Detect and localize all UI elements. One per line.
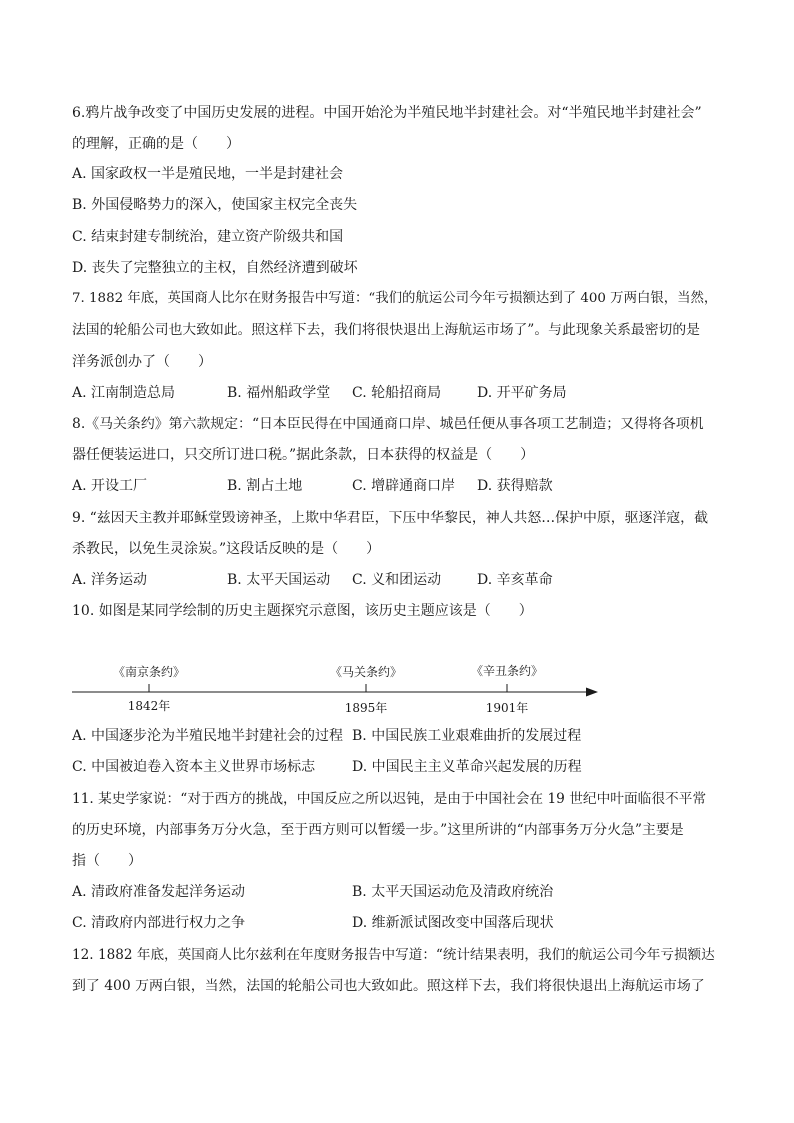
- q9-option-b: B. 太平天国运动: [227, 572, 331, 588]
- timeline-year-label: 1842年: [127, 699, 171, 713]
- q10-stem: 10. 如图是某同学绘制的历史主题探究示意图，该历史主题应该是（ ）: [72, 603, 533, 619]
- q7-option-a: A. 江南制造总局: [72, 385, 176, 401]
- q7-option-b: B. 福州船政学堂: [227, 385, 331, 401]
- q6-option-c: C. 结束封建专制统治，建立资产阶级共和国: [72, 229, 344, 245]
- timeline-arrowhead: [586, 688, 598, 697]
- q11-option-d: D. 维新派试图改变中国落后现状: [352, 915, 554, 931]
- q10-option-b: B. 中国民族工业艰难曲折的发展过程: [352, 728, 582, 744]
- q11-stem-line2: 的历史环境，内部事务万分火急，至于西方则可以暂缓一步。”这里所讲的“内部事务万分火急”主要是: [72, 822, 684, 838]
- q7-option-d: D. 开平矿务局: [477, 385, 567, 401]
- q10-option-c: C. 中国被迫卷入资本主义世界市场标志: [72, 759, 316, 775]
- q11-option-b: B. 太平天国运动危及清政府统治: [352, 884, 554, 900]
- q10-option-d: D. 中国民主主义革命兴起发展的历程: [352, 759, 582, 775]
- q6-option-d: D. 丧失了完整独立的主权，自然经济遭到破坏: [72, 260, 358, 276]
- q12-stem-line1: 12. 1882 年底，英国商人比尔兹利在年度财务报告中写道：“统计结果表明，我们的航运公司今年亏损额达: [72, 947, 715, 963]
- q7-stem-line3: 洋务派创办了（ ）: [72, 354, 212, 370]
- q6-stem-line1: 6.鸦片战争改变了中国历史发展的进程。中国开始沦为半殖民地半封建社会。对“半殖民地半封建社会”: [72, 105, 702, 121]
- q8-option-b: B. 割占土地: [227, 478, 303, 494]
- timeline-year-label: 1901年: [485, 701, 529, 715]
- timeline-event-label: 《南京条约》: [112, 665, 186, 679]
- q10-option-a: A. 中国逐步沦为半殖民地半封建社会的过程: [72, 728, 344, 744]
- q7-option-c: C. 轮船招商局: [352, 385, 442, 401]
- q7-stem-line1: 7. 1882 年底，英国商人比尔在财务报告中写道：“我们的航运公司今年亏损额达到了 400 万两白银，当然，: [72, 291, 718, 306]
- q6-option-a: A. 国家政权一半是殖民地，一半是封建社会: [72, 166, 344, 182]
- q9-stem-line2: 杀教民，以免生灵涂炭。”这段话反映的是（ ）: [72, 541, 381, 557]
- q11-stem-line3: 指（ ）: [72, 853, 142, 869]
- timeline-event-label: 《马关条约》: [329, 665, 403, 679]
- q8-stem-line2: 器任便装运进口，只交所订进口税。”据此条款，日本获得的权益是（ ）: [72, 447, 535, 463]
- q9-option-d: D. 辛亥革命: [477, 572, 553, 588]
- q11-stem-line1: 11. 某史学家说：“对于西方的挑战，中国反应之所以迟钝，是由于中国社会在 19 世纪中叶面临很不平常: [72, 791, 707, 807]
- q11-option-c: C. 清政府内部进行权力之争: [72, 915, 246, 931]
- timeline-event-label: 《辛丑条约》: [470, 664, 544, 678]
- q9-option-c: C. 义和团运动: [352, 572, 442, 588]
- q11-option-a: A. 清政府准备发起洋务运动: [72, 884, 246, 900]
- q9-stem-line1: 9. “兹因天主教并耶稣堂毁谤神圣，上欺中华君臣，下压中华黎民，神人共怒…保护中原，驱逐洋寇，截: [72, 510, 708, 526]
- q7-stem-line2: 法国的轮船公司也大致如此。照这样下去，我们将很快退出上海航运市场了”。与此现象关系最密切的是: [72, 322, 700, 338]
- q8-option-d: D. 获得赔款: [477, 478, 553, 494]
- q9-option-a: A. 洋务运动: [72, 572, 148, 588]
- q12-stem-line2: 到了 400 万两白银，当然，法国的轮船公司也大致如此。照这样下去，我们将很快退出上海航运市场了: [72, 978, 705, 994]
- timeline-year-label: 1895年: [344, 701, 388, 715]
- q6-option-b: B. 外国侵略势力的深入，使国家主权完全丧失: [72, 197, 358, 213]
- q8-option-a: A. 开设工厂: [72, 478, 148, 494]
- q8-stem-line1: 8.《马关条约》第六款规定：“日本臣民得在中国通商口岸、城邑任便从事各项工艺制造；又得将各项机: [72, 416, 704, 432]
- q6-stem-line2: 的理解，正确的是（ ）: [72, 136, 240, 152]
- q8-option-c: C. 增辟通商口岸: [352, 478, 456, 494]
